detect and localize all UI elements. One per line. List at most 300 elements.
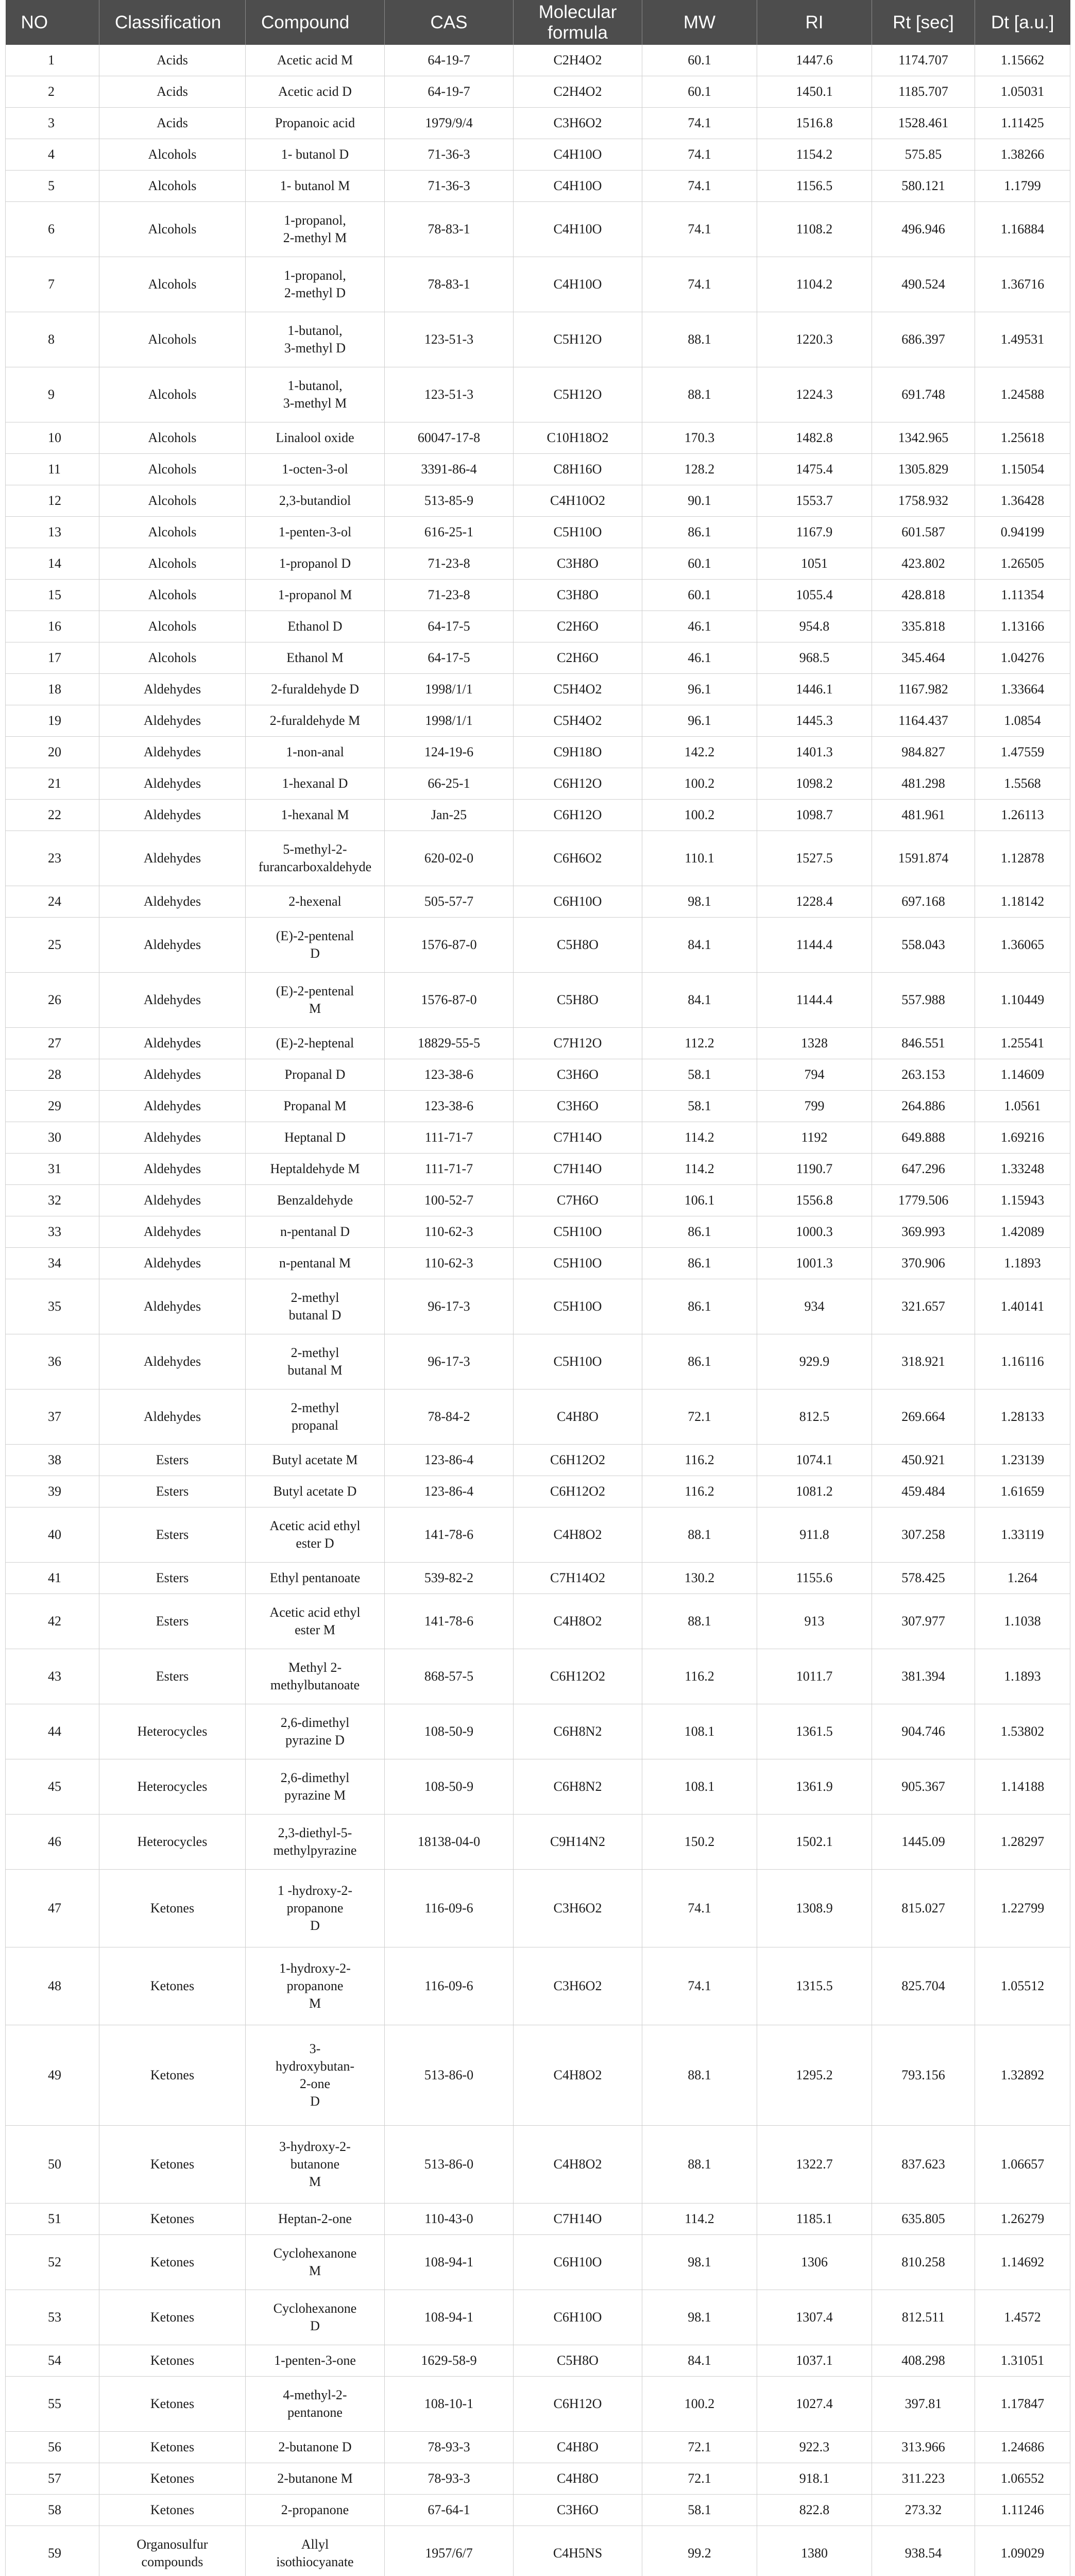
cell-dt: 1.16884	[975, 202, 1070, 257]
cell-ri: 1011.7	[757, 1649, 872, 1704]
cell-molecular-formula: C5H4O2	[514, 705, 642, 737]
cell-ri: 913	[757, 1594, 872, 1649]
cell-ri: 822.8	[757, 2495, 872, 2526]
cell-mw: 99.2	[642, 2526, 757, 2576]
cell-dt: 1.1038	[975, 1594, 1070, 1649]
cell-compound: 2-methyl butanal D	[246, 1279, 385, 1334]
header-cas: CAS	[385, 0, 514, 45]
table-row	[6, 642, 1070, 674]
cell-rt: 428.818	[872, 580, 975, 611]
table-row	[6, 2377, 1070, 2432]
cell-dt: 1.04276	[975, 642, 1070, 674]
cell-ri: 1000.3	[757, 1216, 872, 1248]
cell-ri: 922.3	[757, 2432, 872, 2463]
cell-rt: 1528.461	[872, 108, 975, 139]
cell-molecular-formula: C4H10O	[514, 257, 642, 312]
cell-molecular-formula: C5H8O	[514, 973, 642, 1028]
cell-dt: 1.28297	[975, 1815, 1070, 1870]
cell-cas: 110-43-0	[385, 2204, 514, 2235]
cell-mw: 74.1	[642, 108, 757, 139]
cell-no: 12	[6, 485, 99, 517]
cell-compound: 2-propanone	[246, 2495, 385, 2526]
cell-mw: 98.1	[642, 2290, 757, 2345]
cell-ri: 794	[757, 1059, 872, 1091]
cell-rt: 846.551	[872, 1028, 975, 1059]
cell-cas: 110-62-3	[385, 1248, 514, 1279]
cell-molecular-formula: C5H10O	[514, 1279, 642, 1334]
cell-cas: 116-09-6	[385, 1947, 514, 2025]
cell-dt: 1.1893	[975, 1649, 1070, 1704]
cell-rt: 481.961	[872, 800, 975, 831]
table-row	[6, 674, 1070, 705]
cell-ri: 1306	[757, 2235, 872, 2290]
cell-mw: 88.1	[642, 1594, 757, 1649]
cell-no: 34	[6, 1248, 99, 1279]
cell-classification: Aldehydes	[99, 705, 246, 737]
table-row	[6, 1507, 1070, 1563]
cell-cas: 78-84-2	[385, 1389, 514, 1445]
cell-no: 14	[6, 548, 99, 580]
cell-classification: Aldehydes	[99, 1389, 246, 1445]
cell-ri: 968.5	[757, 642, 872, 674]
cell-classification: Alcohols	[99, 548, 246, 580]
cell-rt: 369.993	[872, 1216, 975, 1248]
cell-classification: Alcohols	[99, 642, 246, 674]
cell-classification: Ketones	[99, 2204, 246, 2235]
cell-no: 2	[6, 76, 99, 108]
cell-no: 8	[6, 312, 99, 367]
cell-classification: Aldehydes	[99, 737, 246, 768]
compound-table	[5, 0, 1070, 2576]
table-row	[6, 2235, 1070, 2290]
cell-mw: 86.1	[642, 1248, 757, 1279]
table-row	[6, 1704, 1070, 1759]
cell-ri: 1190.7	[757, 1154, 872, 1185]
cell-compound: 2,6-dimethyl pyrazine M	[246, 1759, 385, 1815]
cell-ri: 1307.4	[757, 2290, 872, 2345]
cell-molecular-formula: C5H10O	[514, 1334, 642, 1389]
cell-dt: 1.42089	[975, 1216, 1070, 1248]
cell-compound: n-pentanal M	[246, 1248, 385, 1279]
cell-dt: 1.11354	[975, 580, 1070, 611]
cell-cas: 67-64-1	[385, 2495, 514, 2526]
cell-dt: 1.53802	[975, 1704, 1070, 1759]
cell-cas: 108-94-1	[385, 2290, 514, 2345]
cell-no: 6	[6, 202, 99, 257]
cell-mw: 96.1	[642, 705, 757, 737]
cell-mw: 84.1	[642, 918, 757, 973]
cell-classification: Esters	[99, 1507, 246, 1563]
cell-molecular-formula: C7H14O	[514, 1154, 642, 1185]
cell-compound: Heptan-2-one	[246, 2204, 385, 2235]
cell-dt: 1.18142	[975, 886, 1070, 918]
cell-no: 59	[6, 2526, 99, 2576]
cell-cas: 78-83-1	[385, 202, 514, 257]
cell-compound: 1-propanol, 2-methyl M	[246, 202, 385, 257]
cell-ri: 1081.2	[757, 1476, 872, 1507]
cell-compound: 2-furaldehyde M	[246, 705, 385, 737]
cell-cas: 123-38-6	[385, 1091, 514, 1122]
cell-no: 40	[6, 1507, 99, 1563]
cell-molecular-formula: C4H10O	[514, 202, 642, 257]
cell-mw: 74.1	[642, 1947, 757, 2025]
cell-no: 26	[6, 973, 99, 1028]
cell-classification: Alcohols	[99, 202, 246, 257]
cell-rt: 307.258	[872, 1507, 975, 1563]
table-row	[6, 800, 1070, 831]
cell-mw: 130.2	[642, 1563, 757, 1594]
cell-classification: Acids	[99, 76, 246, 108]
table-row	[6, 485, 1070, 517]
cell-no: 41	[6, 1563, 99, 1594]
cell-cas: 96-17-3	[385, 1279, 514, 1334]
cell-cas: 111-71-7	[385, 1154, 514, 1185]
cell-ri: 929.9	[757, 1334, 872, 1389]
table-row	[6, 45, 1070, 76]
cell-classification: Esters	[99, 1476, 246, 1507]
cell-rt: 1591.874	[872, 831, 975, 886]
cell-ri: 1401.3	[757, 737, 872, 768]
cell-rt: 496.946	[872, 202, 975, 257]
cell-mw: 114.2	[642, 2204, 757, 2235]
cell-compound: (E)-2-pentenal M	[246, 973, 385, 1028]
cell-classification: Aldehydes	[99, 1279, 246, 1334]
cell-dt: 1.25618	[975, 422, 1070, 454]
cell-rt: 1305.829	[872, 454, 975, 485]
cell-rt: 635.805	[872, 2204, 975, 2235]
cell-molecular-formula: C6H10O	[514, 2235, 642, 2290]
cell-classification: Aldehydes	[99, 1028, 246, 1059]
cell-classification: Alcohols	[99, 580, 246, 611]
cell-compound: Cyclohexanone M	[246, 2235, 385, 2290]
cell-rt: 321.657	[872, 1279, 975, 1334]
cell-rt: 815.027	[872, 1870, 975, 1947]
cell-rt: 1445.09	[872, 1815, 975, 1870]
cell-molecular-formula: C7H12O	[514, 1028, 642, 1059]
cell-no: 16	[6, 611, 99, 642]
cell-ri: 1001.3	[757, 1248, 872, 1279]
cell-rt: 1185.707	[872, 76, 975, 108]
cell-no: 32	[6, 1185, 99, 1216]
cell-molecular-formula: C6H12O	[514, 2377, 642, 2432]
cell-cas: 124-19-6	[385, 737, 514, 768]
cell-compound: 3-hydroxy-2- butanone M	[246, 2126, 385, 2204]
header-molecular-formula: Molecular formula	[514, 0, 642, 45]
cell-compound: Propanal M	[246, 1091, 385, 1122]
cell-molecular-formula: C4H5NS	[514, 2526, 642, 2576]
cell-mw: 88.1	[642, 2025, 757, 2126]
cell-ri: 1328	[757, 1028, 872, 1059]
cell-classification: Alcohols	[99, 454, 246, 485]
cell-molecular-formula: C6H10O	[514, 886, 642, 918]
cell-mw: 128.2	[642, 454, 757, 485]
cell-mw: 114.2	[642, 1122, 757, 1154]
cell-cas: 1629-58-9	[385, 2345, 514, 2377]
cell-rt: 686.397	[872, 312, 975, 367]
cell-cas: 868-57-5	[385, 1649, 514, 1704]
cell-classification: Aldehydes	[99, 1154, 246, 1185]
cell-no: 1	[6, 45, 99, 76]
cell-dt: 1.0854	[975, 705, 1070, 737]
cell-dt: 1.05031	[975, 76, 1070, 108]
cell-ri: 1527.5	[757, 831, 872, 886]
cell-classification: Aldehydes	[99, 1216, 246, 1248]
cell-dt: 1.15662	[975, 45, 1070, 76]
cell-dt: 1.28133	[975, 1389, 1070, 1445]
cell-ri: 1155.6	[757, 1563, 872, 1594]
cell-ri: 1361.9	[757, 1759, 872, 1815]
table-row	[6, 611, 1070, 642]
cell-rt: 1342.965	[872, 422, 975, 454]
cell-classification: Aldehydes	[99, 1091, 246, 1122]
table-row	[6, 1594, 1070, 1649]
cell-cas: 64-19-7	[385, 45, 514, 76]
cell-ri: 1144.4	[757, 918, 872, 973]
cell-compound: 1-hydroxy-2- propanone M	[246, 1947, 385, 2025]
cell-rt: 307.977	[872, 1594, 975, 1649]
cell-ri: 1220.3	[757, 312, 872, 367]
cell-no: 11	[6, 454, 99, 485]
cell-cas: 71-36-3	[385, 171, 514, 202]
cell-ri: 1104.2	[757, 257, 872, 312]
cell-compound: Heptaldehyde M	[246, 1154, 385, 1185]
cell-no: 58	[6, 2495, 99, 2526]
cell-molecular-formula: C2H4O2	[514, 76, 642, 108]
cell-ri: 1445.3	[757, 705, 872, 737]
cell-cas: 18829-55-5	[385, 1028, 514, 1059]
cell-ri: 1098.7	[757, 800, 872, 831]
table-row	[6, 2432, 1070, 2463]
cell-dt: 1.22799	[975, 1870, 1070, 1947]
cell-rt: 938.54	[872, 2526, 975, 2576]
cell-compound: 1-butanol, 3-methyl M	[246, 367, 385, 422]
cell-mw: 46.1	[642, 642, 757, 674]
cell-molecular-formula: C10H18O2	[514, 422, 642, 454]
cell-classification: Alcohols	[99, 517, 246, 548]
cell-cas: 111-71-7	[385, 1122, 514, 1154]
cell-classification: Esters	[99, 1563, 246, 1594]
cell-molecular-formula: C2H6O	[514, 611, 642, 642]
cell-classification: Aldehydes	[99, 831, 246, 886]
cell-dt: 1.26505	[975, 548, 1070, 580]
cell-rt: 408.298	[872, 2345, 975, 2377]
cell-dt: 1.25541	[975, 1028, 1070, 1059]
cell-cas: 3391-86-4	[385, 454, 514, 485]
cell-dt: 1.4572	[975, 2290, 1070, 2345]
cell-rt: 1758.932	[872, 485, 975, 517]
cell-rt: 459.484	[872, 1476, 975, 1507]
table-row	[6, 1059, 1070, 1091]
cell-cas: 513-86-0	[385, 2126, 514, 2204]
cell-cas: 1998/1/1	[385, 674, 514, 705]
cell-mw: 100.2	[642, 800, 757, 831]
cell-ri: 1098.2	[757, 768, 872, 800]
cell-ri: 1450.1	[757, 76, 872, 108]
cell-classification: Aldehydes	[99, 800, 246, 831]
table-row	[6, 108, 1070, 139]
cell-cas: 108-50-9	[385, 1759, 514, 1815]
cell-molecular-formula: C3H6O	[514, 1091, 642, 1122]
cell-cas: 123-86-4	[385, 1445, 514, 1476]
cell-no: 31	[6, 1154, 99, 1185]
cell-dt: 1.17847	[975, 2377, 1070, 2432]
cell-no: 24	[6, 886, 99, 918]
cell-classification: Ketones	[99, 1947, 246, 2025]
table-row	[6, 1389, 1070, 1445]
cell-molecular-formula: C3H6O2	[514, 108, 642, 139]
cell-dt: 1.05512	[975, 1947, 1070, 2025]
cell-rt: 318.921	[872, 1334, 975, 1389]
cell-no: 7	[6, 257, 99, 312]
cell-no: 38	[6, 1445, 99, 1476]
cell-rt: 264.886	[872, 1091, 975, 1122]
cell-cas: 123-38-6	[385, 1059, 514, 1091]
cell-ri: 1295.2	[757, 2025, 872, 2126]
cell-mw: 60.1	[642, 548, 757, 580]
cell-mw: 98.1	[642, 2235, 757, 2290]
cell-no: 57	[6, 2463, 99, 2495]
cell-cas: 66-25-1	[385, 768, 514, 800]
table-row	[6, 202, 1070, 257]
cell-mw: 86.1	[642, 1216, 757, 1248]
table-row	[6, 2463, 1070, 2495]
cell-dt: 1.14188	[975, 1759, 1070, 1815]
table-row	[6, 76, 1070, 108]
cell-mw: 88.1	[642, 2126, 757, 2204]
cell-ri: 1322.7	[757, 2126, 872, 2204]
cell-cas: 123-51-3	[385, 312, 514, 367]
cell-cas: 71-23-8	[385, 580, 514, 611]
cell-dt: 1.11425	[975, 108, 1070, 139]
cell-ri: 1228.4	[757, 886, 872, 918]
cell-compound: 4-methyl-2- pentanone	[246, 2377, 385, 2432]
cell-cas: 1576-87-0	[385, 973, 514, 1028]
cell-cas: 71-36-3	[385, 139, 514, 171]
cell-molecular-formula: C6H12O	[514, 800, 642, 831]
cell-dt: 1.33248	[975, 1154, 1070, 1185]
cell-molecular-formula: C6H8N2	[514, 1704, 642, 1759]
table-header	[6, 0, 1070, 45]
cell-cas: 78-93-3	[385, 2463, 514, 2495]
cell-rt: 810.258	[872, 2235, 975, 2290]
cell-no: 13	[6, 517, 99, 548]
cell-dt: 1.26279	[975, 2204, 1070, 2235]
cell-compound: Cyclohexanone D	[246, 2290, 385, 2345]
cell-ri: 1308.9	[757, 1870, 872, 1947]
cell-no: 44	[6, 1704, 99, 1759]
cell-compound: Methyl 2- methylbutanoate	[246, 1649, 385, 1704]
cell-molecular-formula: C7H6O	[514, 1185, 642, 1216]
cell-no: 23	[6, 831, 99, 886]
cell-rt: 1779.506	[872, 1185, 975, 1216]
cell-no: 54	[6, 2345, 99, 2377]
cell-no: 28	[6, 1059, 99, 1091]
cell-ri: 1108.2	[757, 202, 872, 257]
cell-rt: 793.156	[872, 2025, 975, 2126]
header-dt: Dt [a.u.]	[975, 0, 1070, 45]
header-row	[6, 0, 1070, 45]
cell-rt: 580.121	[872, 171, 975, 202]
cell-no: 49	[6, 2025, 99, 2126]
table-row	[6, 1091, 1070, 1122]
cell-classification: Heterocycles	[99, 1704, 246, 1759]
cell-cas: 78-83-1	[385, 257, 514, 312]
cell-ri: 1475.4	[757, 454, 872, 485]
cell-no: 47	[6, 1870, 99, 1947]
cell-classification: Ketones	[99, 2377, 246, 2432]
table-row	[6, 1815, 1070, 1870]
cell-compound: Acetic acid D	[246, 76, 385, 108]
cell-mw: 84.1	[642, 973, 757, 1028]
cell-compound: (E)-2-heptenal	[246, 1028, 385, 1059]
cell-mw: 98.1	[642, 886, 757, 918]
cell-compound: Ethyl pentanoate	[246, 1563, 385, 1594]
table-row	[6, 1028, 1070, 1059]
cell-molecular-formula: C4H8O2	[514, 1507, 642, 1563]
cell-rt: 490.524	[872, 257, 975, 312]
cell-dt: 1.36716	[975, 257, 1070, 312]
table-row	[6, 1947, 1070, 2025]
cell-rt: 578.425	[872, 1563, 975, 1594]
cell-molecular-formula: C3H6O2	[514, 1947, 642, 2025]
cell-ri: 1380	[757, 2526, 872, 2576]
cell-cas: 513-86-0	[385, 2025, 514, 2126]
cell-ri: 1447.6	[757, 45, 872, 76]
cell-molecular-formula: C2H6O	[514, 642, 642, 674]
cell-ri: 1055.4	[757, 580, 872, 611]
cell-dt: 1.14692	[975, 2235, 1070, 2290]
cell-dt: 1.36428	[975, 485, 1070, 517]
cell-ri: 1502.1	[757, 1815, 872, 1870]
cell-cas: 1576-87-0	[385, 918, 514, 973]
cell-rt: 313.966	[872, 2432, 975, 2463]
cell-cas: 539-82-2	[385, 1563, 514, 1594]
cell-rt: 335.818	[872, 611, 975, 642]
cell-compound: 1- butanol M	[246, 171, 385, 202]
cell-ri: 1361.5	[757, 1704, 872, 1759]
cell-classification: Alcohols	[99, 257, 246, 312]
cell-classification: Alcohols	[99, 139, 246, 171]
cell-compound: 1-hexanal D	[246, 768, 385, 800]
cell-compound: Acetic acid M	[246, 45, 385, 76]
cell-dt: 1.38266	[975, 139, 1070, 171]
cell-rt: 1174.707	[872, 45, 975, 76]
cell-dt: 1.06657	[975, 2126, 1070, 2204]
cell-ri: 1144.4	[757, 973, 872, 1028]
table-row	[6, 2025, 1070, 2126]
cell-molecular-formula: C9H18O	[514, 737, 642, 768]
table-row	[6, 2526, 1070, 2576]
cell-classification: Aldehydes	[99, 1334, 246, 1389]
cell-mw: 74.1	[642, 1870, 757, 1947]
cell-dt: 1.47559	[975, 737, 1070, 768]
cell-cas: 100-52-7	[385, 1185, 514, 1216]
cell-compound: 2-butanone D	[246, 2432, 385, 2463]
cell-ri: 918.1	[757, 2463, 872, 2495]
cell-rt: 397.81	[872, 2377, 975, 2432]
cell-dt: 1.1799	[975, 171, 1070, 202]
cell-ri: 1156.5	[757, 171, 872, 202]
cell-no: 33	[6, 1216, 99, 1248]
cell-molecular-formula: C5H10O	[514, 1216, 642, 1248]
cell-compound: 1-non-anal	[246, 737, 385, 768]
cell-mw: 74.1	[642, 202, 757, 257]
table-row	[6, 1216, 1070, 1248]
cell-mw: 72.1	[642, 2432, 757, 2463]
cell-compound: Acetic acid ethyl ester M	[246, 1594, 385, 1649]
cell-mw: 100.2	[642, 2377, 757, 2432]
cell-ri: 1446.1	[757, 674, 872, 705]
